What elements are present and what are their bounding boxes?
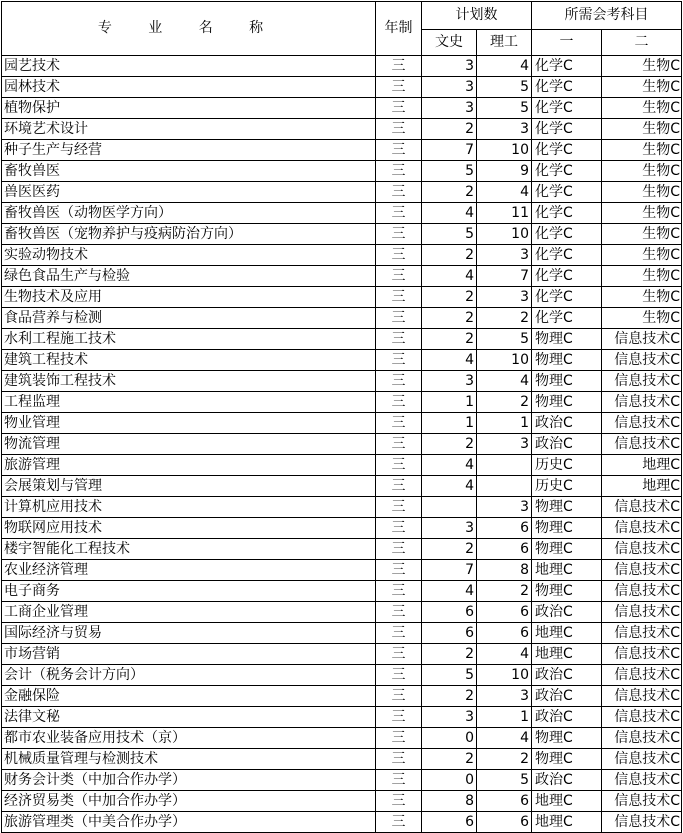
subject-2-cell: 信息技术C <box>602 560 682 581</box>
years-cell: 三 <box>376 539 422 560</box>
subject-1-cell: 物理C <box>532 518 602 539</box>
subject-1-cell: 地理C <box>532 812 602 833</box>
plan-science-cell: 5 <box>477 77 532 98</box>
subject-1-cell: 化学C <box>532 287 602 308</box>
subject-1-cell: 物理C <box>532 539 602 560</box>
table-row <box>2 161 682 182</box>
plan-science-cell: 4 <box>477 56 532 77</box>
subject-1-cell: 物理C <box>532 371 602 392</box>
plan-science-cell: 3 <box>477 287 532 308</box>
major-name-cell: 物业管理 <box>2 413 376 434</box>
table-row <box>2 686 682 707</box>
table-row <box>2 518 682 539</box>
table-row <box>2 350 682 371</box>
major-name-cell: 旅游管理 <box>2 455 376 476</box>
subject-1-cell: 化学C <box>532 98 602 119</box>
plan-liberal-cell: 4 <box>422 266 477 287</box>
plan-science-cell: 10 <box>477 140 532 161</box>
plan-liberal-cell: 2 <box>422 329 477 350</box>
years-cell: 三 <box>376 161 422 182</box>
years-cell: 三 <box>376 203 422 224</box>
plan-liberal-cell: 5 <box>422 665 477 686</box>
subject-2-cell: 生物C <box>602 266 682 287</box>
major-name-cell: 会计（税务会计方向） <box>2 665 376 686</box>
major-name-cell: 建筑工程技术 <box>2 350 376 371</box>
subject-2-cell: 地理C <box>602 455 682 476</box>
subject-1-cell: 化学C <box>532 224 602 245</box>
subject-2-cell: 信息技术C <box>602 665 682 686</box>
plan-liberal-cell <box>422 497 477 518</box>
table-row <box>2 581 682 602</box>
plan-science-cell: 10 <box>477 350 532 371</box>
table-row <box>2 665 682 686</box>
plan-science-cell: 6 <box>477 602 532 623</box>
plan-science-cell: 4 <box>477 644 532 665</box>
subject-1-cell: 地理C <box>532 560 602 581</box>
subject-1-header: 一 <box>532 30 602 56</box>
subjects-header: 所需会考科目 <box>532 2 682 30</box>
table-row <box>2 182 682 203</box>
plan-science-cell: 10 <box>477 665 532 686</box>
years-cell: 三 <box>376 770 422 791</box>
subject-1-cell: 政治C <box>532 602 602 623</box>
table-row <box>2 644 682 665</box>
plan-liberal-cell: 3 <box>422 371 477 392</box>
plan-liberal-cell: 5 <box>422 224 477 245</box>
plan-liberal-cell: 2 <box>422 539 477 560</box>
years-cell: 三 <box>376 287 422 308</box>
plan-liberal-cell: 2 <box>422 749 477 770</box>
table-row <box>2 791 682 812</box>
table-row <box>2 707 682 728</box>
subject-1-cell: 化学C <box>532 77 602 98</box>
plan-liberal-cell: 3 <box>422 707 477 728</box>
table-row <box>2 329 682 350</box>
years-cell: 三 <box>376 119 422 140</box>
subject-2-cell: 信息技术C <box>602 581 682 602</box>
header-row-1 <box>2 2 682 30</box>
major-name-cell: 绿色食品生产与检验 <box>2 266 376 287</box>
plan-science-cell: 2 <box>477 392 532 413</box>
subject-2-cell: 信息技术C <box>602 707 682 728</box>
subject-2-cell: 生物C <box>602 119 682 140</box>
table-row <box>2 392 682 413</box>
table-row <box>2 455 682 476</box>
years-cell: 三 <box>376 560 422 581</box>
subject-1-cell: 化学C <box>532 266 602 287</box>
plan-science-cell: 6 <box>477 539 532 560</box>
plan-science-cell: 3 <box>477 497 532 518</box>
plan-liberal-cell: 4 <box>422 476 477 497</box>
plan-science-cell: 10 <box>477 224 532 245</box>
years-cell: 三 <box>376 602 422 623</box>
table-row <box>2 749 682 770</box>
enrollment-plan-table <box>1 1 682 833</box>
plan-science-cell: 9 <box>477 161 532 182</box>
plan-liberal-cell: 0 <box>422 770 477 791</box>
plan-science-cell <box>477 476 532 497</box>
subject-1-cell: 物理C <box>532 749 602 770</box>
subject-1-cell: 化学C <box>532 308 602 329</box>
table-body <box>2 56 682 833</box>
plan-science-cell: 1 <box>477 413 532 434</box>
years-cell: 三 <box>376 749 422 770</box>
plan-science-cell: 2 <box>477 308 532 329</box>
years-cell: 三 <box>376 413 422 434</box>
table-row <box>2 623 682 644</box>
major-name-cell: 物流管理 <box>2 434 376 455</box>
years-cell: 三 <box>376 266 422 287</box>
subject-1-cell: 物理C <box>532 581 602 602</box>
subject-1-cell: 政治C <box>532 665 602 686</box>
plan-liberal-cell: 2 <box>422 245 477 266</box>
major-name-cell: 生物技术及应用 <box>2 287 376 308</box>
plan-liberal-cell: 2 <box>422 686 477 707</box>
years-cell: 三 <box>376 245 422 266</box>
years-cell: 三 <box>376 791 422 812</box>
years-cell: 三 <box>376 476 422 497</box>
plan-liberal-cell: 2 <box>422 308 477 329</box>
subject-1-cell: 化学C <box>532 203 602 224</box>
subject-2-cell: 信息技术C <box>602 434 682 455</box>
years-cell: 三 <box>376 812 422 833</box>
subject-1-cell: 政治C <box>532 770 602 791</box>
major-name-cell: 金融保险 <box>2 686 376 707</box>
plan-liberal-cell: 4 <box>422 455 477 476</box>
subject-2-cell: 生物C <box>602 245 682 266</box>
plan-science-cell: 2 <box>477 581 532 602</box>
plan-science-cell: 4 <box>477 371 532 392</box>
years-cell: 三 <box>376 392 422 413</box>
plan-science-cell: 6 <box>477 623 532 644</box>
subject-2-cell: 信息技术C <box>602 350 682 371</box>
major-name-cell: 都市农业装备应用技术（京） <box>2 728 376 749</box>
table-row <box>2 371 682 392</box>
plan-liberal-cell: 2 <box>422 119 477 140</box>
plan-liberal-cell: 3 <box>422 56 477 77</box>
subject-1-cell: 历史C <box>532 455 602 476</box>
major-name-cell: 市场营销 <box>2 644 376 665</box>
plan-science-cell: 3 <box>477 686 532 707</box>
subject-2-cell: 信息技术C <box>602 644 682 665</box>
plan-science-cell: 3 <box>477 434 532 455</box>
table-row <box>2 476 682 497</box>
major-name-cell: 楼宇智能化工程技术 <box>2 539 376 560</box>
subject-1-cell: 化学C <box>532 245 602 266</box>
plan-science-cell: 5 <box>477 98 532 119</box>
subject-1-cell: 化学C <box>532 161 602 182</box>
years-cell: 三 <box>376 371 422 392</box>
subject-1-cell: 地理C <box>532 623 602 644</box>
plan-science-cell: 3 <box>477 245 532 266</box>
years-cell: 三 <box>376 623 422 644</box>
subject-2-cell: 生物C <box>602 98 682 119</box>
subject-2-cell: 信息技术C <box>602 602 682 623</box>
major-name-cell: 电子商务 <box>2 581 376 602</box>
table-row <box>2 245 682 266</box>
major-name-cell: 植物保护 <box>2 98 376 119</box>
table-row <box>2 203 682 224</box>
subject-2-cell: 信息技术C <box>602 791 682 812</box>
plan-liberal-cell: 3 <box>422 518 477 539</box>
subject-2-cell: 信息技术C <box>602 497 682 518</box>
major-name-cell: 机械质量管理与检测技术 <box>2 749 376 770</box>
subject-2-cell: 生物C <box>602 161 682 182</box>
years-cell: 三 <box>376 350 422 371</box>
table-row <box>2 539 682 560</box>
major-name-cell: 计算机应用技术 <box>2 497 376 518</box>
major-name-cell: 实验动物技术 <box>2 245 376 266</box>
years-cell: 三 <box>376 77 422 98</box>
major-name-cell: 建筑装饰工程技术 <box>2 371 376 392</box>
table-row <box>2 98 682 119</box>
major-name-cell: 会展策划与管理 <box>2 476 376 497</box>
table-row <box>2 602 682 623</box>
plan-science-cell: 6 <box>477 812 532 833</box>
table-row <box>2 140 682 161</box>
years-cell: 三 <box>376 518 422 539</box>
major-name-cell: 物联网应用技术 <box>2 518 376 539</box>
subject-2-cell: 地理C <box>602 476 682 497</box>
plan-science-cell <box>477 455 532 476</box>
plan-liberal-cell: 0 <box>422 728 477 749</box>
years-cell: 三 <box>376 98 422 119</box>
subject-1-cell: 物理C <box>532 728 602 749</box>
subject-1-cell: 物理C <box>532 350 602 371</box>
major-name-cell: 畜牧兽医 <box>2 161 376 182</box>
plan-science-cell: 7 <box>477 266 532 287</box>
plan-science-cell: 11 <box>477 203 532 224</box>
subject-1-cell: 地理C <box>532 644 602 665</box>
plan-science-cell: 5 <box>477 770 532 791</box>
subject-2-cell: 生物C <box>602 140 682 161</box>
subject-1-cell: 化学C <box>532 56 602 77</box>
plan-liberal-cell: 8 <box>422 791 477 812</box>
subject-1-cell: 物理C <box>532 392 602 413</box>
table-row <box>2 56 682 77</box>
table-row <box>2 266 682 287</box>
plan-liberal-cell: 3 <box>422 98 477 119</box>
years-cell: 三 <box>376 665 422 686</box>
plan-liberal-cell: 1 <box>422 413 477 434</box>
major-name-cell: 种子生产与经营 <box>2 140 376 161</box>
plan-liberal-cell: 3 <box>422 77 477 98</box>
table-row <box>2 560 682 581</box>
table-row <box>2 812 682 833</box>
plan-liberal-cell: 2 <box>422 434 477 455</box>
subject-2-cell: 生物C <box>602 224 682 245</box>
subject-2-cell: 信息技术C <box>602 770 682 791</box>
major-name-cell: 环境艺术设计 <box>2 119 376 140</box>
plan-liberal-cell: 5 <box>422 161 477 182</box>
subject-2-cell: 生物C <box>602 182 682 203</box>
table-row <box>2 728 682 749</box>
years-cell: 三 <box>376 707 422 728</box>
subject-1-cell: 物理C <box>532 497 602 518</box>
years-cell: 三 <box>376 434 422 455</box>
plan-science-cell: 8 <box>477 560 532 581</box>
subject-2-cell: 生物C <box>602 77 682 98</box>
years-cell: 三 <box>376 581 422 602</box>
plan-liberal-cell: 6 <box>422 602 477 623</box>
subject-2-cell: 信息技术C <box>602 371 682 392</box>
major-name-cell: 经济贸易类（中加合作办学） <box>2 791 376 812</box>
major-name-cell: 财务会计类（中加合作办学） <box>2 770 376 791</box>
subject-1-cell: 地理C <box>532 791 602 812</box>
plan-science-cell: 4 <box>477 728 532 749</box>
years-header: 年制 <box>376 2 422 56</box>
plan-liberal-header: 文史 <box>422 30 477 56</box>
plan-liberal-cell: 4 <box>422 350 477 371</box>
years-cell: 三 <box>376 140 422 161</box>
years-cell: 三 <box>376 224 422 245</box>
major-name-cell: 畜牧兽医（宠物养护与疫病防治方向） <box>2 224 376 245</box>
years-cell: 三 <box>376 329 422 350</box>
major-name-header: 专 业 名 称 <box>2 2 376 56</box>
plan-science-cell: 6 <box>477 791 532 812</box>
subject-1-cell: 历史C <box>532 476 602 497</box>
subject-2-cell: 信息技术C <box>602 686 682 707</box>
table-row <box>2 413 682 434</box>
subject-2-cell: 信息技术C <box>602 749 682 770</box>
subject-2-cell: 信息技术C <box>602 329 682 350</box>
subject-2-cell: 信息技术C <box>602 623 682 644</box>
years-cell: 三 <box>376 644 422 665</box>
table-row <box>2 308 682 329</box>
subject-2-cell: 信息技术C <box>602 392 682 413</box>
years-cell: 三 <box>376 497 422 518</box>
plan-liberal-cell: 6 <box>422 812 477 833</box>
major-name-cell: 食品营养与检测 <box>2 308 376 329</box>
table-row <box>2 77 682 98</box>
years-cell: 三 <box>376 182 422 203</box>
plan-liberal-cell: 4 <box>422 203 477 224</box>
major-name-cell: 园艺技术 <box>2 56 376 77</box>
major-name-cell: 旅游管理类（中美合作办学） <box>2 812 376 833</box>
subject-1-cell: 政治C <box>532 434 602 455</box>
plan-liberal-cell: 2 <box>422 644 477 665</box>
years-cell: 三 <box>376 455 422 476</box>
plan-liberal-cell: 7 <box>422 560 477 581</box>
major-name-cell: 畜牧兽医（动物医学方向） <box>2 203 376 224</box>
table-row <box>2 770 682 791</box>
subject-2-cell: 信息技术C <box>602 728 682 749</box>
plan-header: 计划数 <box>422 2 532 30</box>
plan-science-cell: 5 <box>477 329 532 350</box>
major-name-cell: 国际经济与贸易 <box>2 623 376 644</box>
major-name-cell: 法律文秘 <box>2 707 376 728</box>
plan-science-cell: 2 <box>477 749 532 770</box>
subject-2-cell: 信息技术C <box>602 539 682 560</box>
subject-2-cell: 信息技术C <box>602 413 682 434</box>
plan-liberal-cell: 2 <box>422 287 477 308</box>
subject-1-cell: 政治C <box>532 413 602 434</box>
subject-1-cell: 化学C <box>532 182 602 203</box>
plan-liberal-cell: 1 <box>422 392 477 413</box>
table-row <box>2 224 682 245</box>
years-cell: 三 <box>376 308 422 329</box>
table-row <box>2 119 682 140</box>
major-name-cell: 园林技术 <box>2 77 376 98</box>
years-cell: 三 <box>376 686 422 707</box>
plan-science-header: 理工 <box>477 30 532 56</box>
subject-2-cell: 生物C <box>602 287 682 308</box>
subject-2-cell: 生物C <box>602 203 682 224</box>
subject-1-cell: 化学C <box>532 119 602 140</box>
subject-2-header: 二 <box>602 30 682 56</box>
table-row <box>2 497 682 518</box>
years-cell: 三 <box>376 728 422 749</box>
subject-2-cell: 生物C <box>602 56 682 77</box>
plan-liberal-cell: 4 <box>422 581 477 602</box>
major-name-cell: 农业经济管理 <box>2 560 376 581</box>
subject-2-cell: 信息技术C <box>602 812 682 833</box>
major-name-cell: 工商企业管理 <box>2 602 376 623</box>
plan-liberal-cell: 7 <box>422 140 477 161</box>
plan-science-cell: 6 <box>477 518 532 539</box>
subject-1-cell: 物理C <box>532 329 602 350</box>
major-name-cell: 水利工程施工技术 <box>2 329 376 350</box>
plan-science-cell: 4 <box>477 182 532 203</box>
subject-2-cell: 生物C <box>602 308 682 329</box>
table-row <box>2 287 682 308</box>
plan-science-cell: 3 <box>477 119 532 140</box>
plan-science-cell: 1 <box>477 707 532 728</box>
subject-1-cell: 化学C <box>532 140 602 161</box>
major-name-cell: 兽医医药 <box>2 182 376 203</box>
subject-2-cell: 信息技术C <box>602 518 682 539</box>
major-name-cell: 工程监理 <box>2 392 376 413</box>
plan-liberal-cell: 2 <box>422 182 477 203</box>
subject-1-cell: 政治C <box>532 707 602 728</box>
years-cell: 三 <box>376 56 422 77</box>
subject-1-cell: 政治C <box>532 686 602 707</box>
plan-liberal-cell: 6 <box>422 623 477 644</box>
table-row <box>2 434 682 455</box>
